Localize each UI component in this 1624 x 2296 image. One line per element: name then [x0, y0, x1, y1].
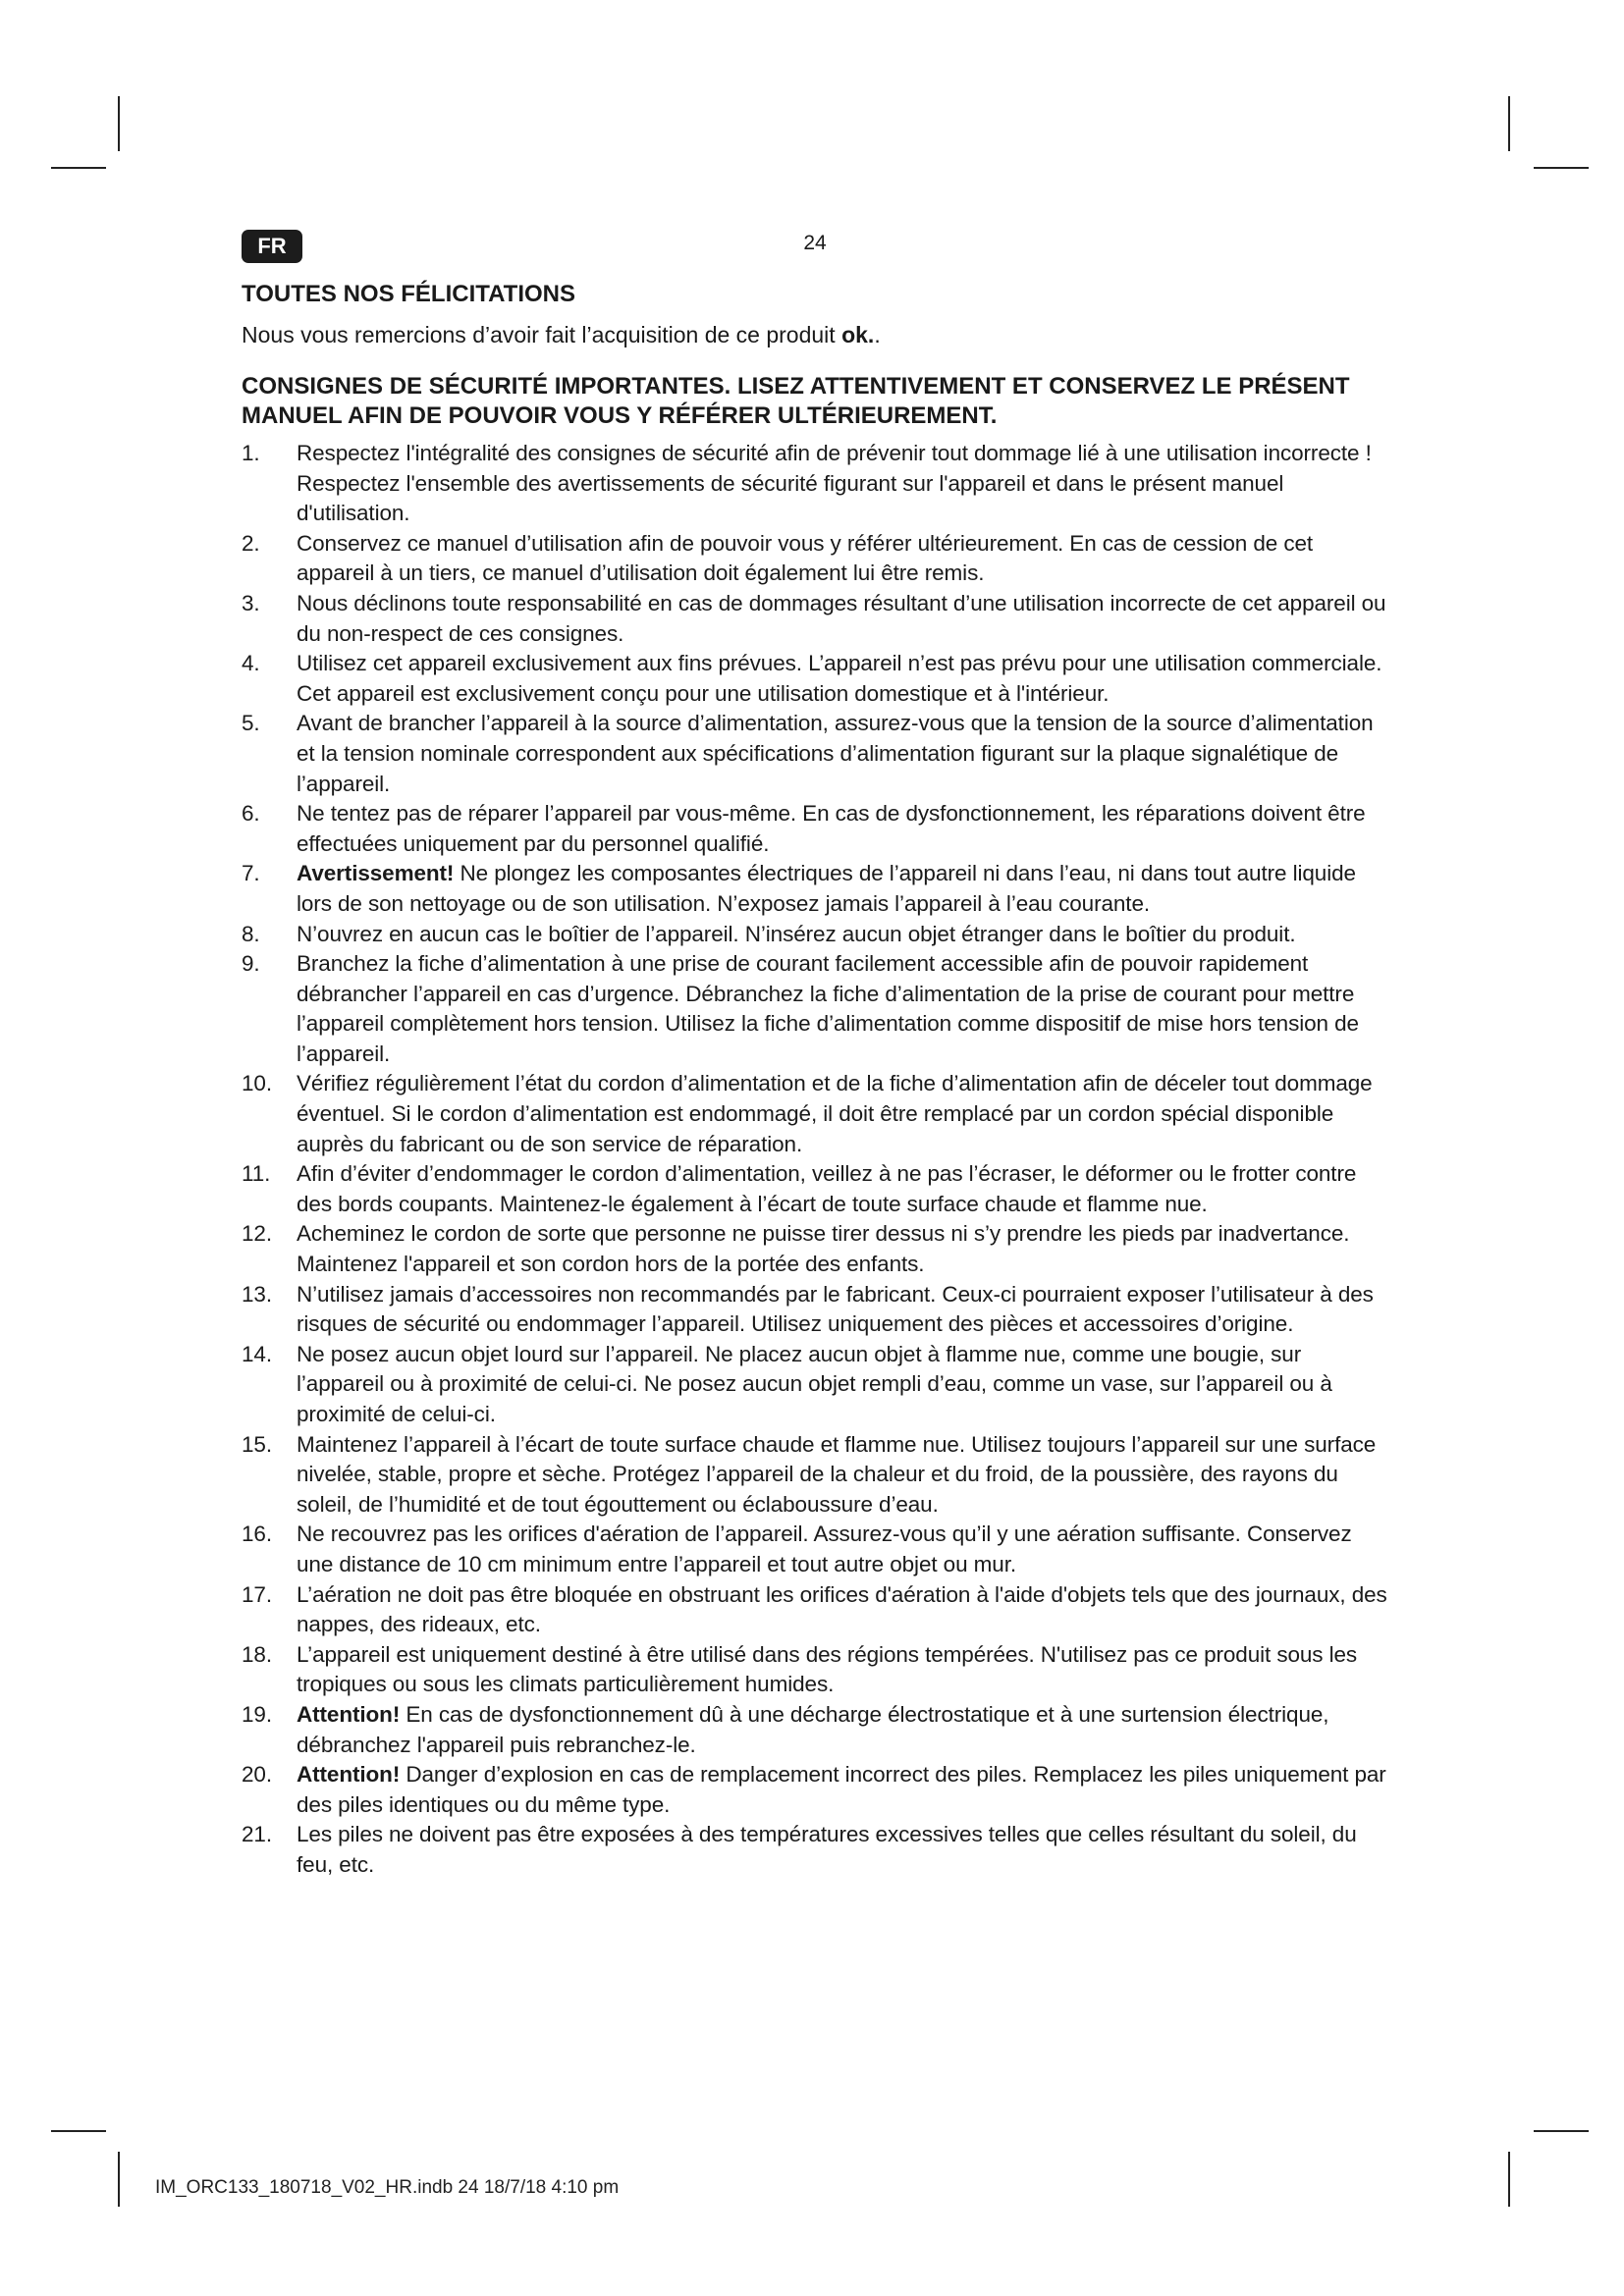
- list-item-number: 8.: [242, 921, 260, 946]
- crop-mark-bottom-left-vertical: [118, 2152, 120, 2207]
- page-number: 24: [803, 232, 827, 254]
- list-item-text: Ne posez aucun objet lourd sur l’appareil. Ne placez aucun objet à flamme nue, comme une bougie, sur l’appareil ou à proximité de celui-ci. Ne posez aucun objet rempli d’eau, comme un vase, sur l’appareil ou à proximité de celui-ci.: [297, 1341, 1332, 1426]
- list-item-text: Danger d’explosion en cas de remplacement incorrect des piles. Remplacez les piles uniquement par des piles identiques ou du même type.: [297, 1762, 1386, 1817]
- list-item: [242, 1219, 1390, 1279]
- list-item-number: 19.: [242, 1701, 272, 1727]
- list-item: [242, 1760, 1390, 1820]
- list-item-text: Afin d’éviter d’endommager le cordon d’alimentation, veillez à ne pas l’écraser, le déformer ou le frotter contre des bords coupants. Maintenez-le également à l’écart de toute surface chaude et flamme nue.: [297, 1161, 1357, 1216]
- list-item: [242, 529, 1390, 589]
- crop-mark-bottom-right-horizontal: [1534, 2130, 1589, 2132]
- list-item-text: Branchez la fiche d’alimentation à une prise de courant facilement accessible afin de pouvoir rapidement débrancher l’appareil en cas d’urgence. Débranchez la fiche d’alimentation de la prise de courant pour mettre l’appareil complètement hors tension. Utilisez la fiche d’alimentation comme dispositif de mise hors tension de l’appareil.: [297, 951, 1359, 1066]
- list-item-warning-label: Attention!: [297, 1701, 401, 1727]
- language-badge: FR: [242, 230, 302, 263]
- safety-heading: CONSIGNES DE SÉCURITÉ IMPORTANTES. LISEZ ATTENTIVEMENT ET CONSERVEZ LE PRÉSENT MANUEL AFIN DE POUVOIR VOUS Y RÉFÉRER ULTÉRIEUREMENT.: [242, 373, 1350, 429]
- crop-mark-top-left-vertical: [118, 96, 120, 151]
- list-item-text: Conservez ce manuel d’utilisation afin de pouvoir vous y référer ultérieurement. En cas de cession de cet appareil à un tiers, ce manuel d’utilisation doit également lui être remis.: [297, 530, 1314, 586]
- crop-mark-bottom-right-vertical: [1508, 2152, 1510, 2207]
- list-item-text: Ne plongez les composantes électriques de l’appareil ni dans l’eau, ni dans tout autre liquide lors de son nettoyage ou de son utilisation. N’exposez jamais l’appareil à l’eau courante.: [297, 861, 1356, 916]
- list-item: [242, 1280, 1390, 1340]
- list-item-text: L’aération ne doit pas être bloquée en obstruant les orifices d'aération à l'aide d'objets tels que des journaux, des nappes, des rideaux, etc.: [297, 1581, 1387, 1637]
- list-item-text: En cas de dysfonctionnement dû à une décharge électrostatique et à une surtension électrique, débranchez l'appareil puis rebranchez-le.: [297, 1701, 1329, 1757]
- list-item-text: N’ouvrez en aucun cas le boîtier de l’appareil. N’insérez aucun objet étranger dans le boîtier du produit.: [297, 921, 1296, 946]
- list-item-number: 12.: [242, 1221, 272, 1247]
- list-item-text: Vérifiez régulièrement l’état du cordon d’alimentation et de la fiche d’alimentation afin de déceler tout dommage éventuel. Si le cordon d’alimentation est endommagé, il doit être remplacé par un cordon spécial disponible auprès du fabricant ou de son service de réparation.: [297, 1071, 1373, 1156]
- list-item-text: Acheminez le cordon de sorte que personne ne puisse tirer dessus ni s’y prendre les pieds par inadvertance. Maintenez l'appareil et son cordon hors de la portée des enfants.: [297, 1221, 1350, 1277]
- list-item-number: 17.: [242, 1581, 272, 1607]
- list-item: [242, 709, 1390, 799]
- list-item-warning-label: Avertissement!: [297, 861, 455, 886]
- list-item-number: 21.: [242, 1822, 272, 1847]
- list-item-number: 9.: [242, 951, 260, 977]
- list-item: [242, 1820, 1390, 1880]
- list-item-text: Maintenez l’appareil à l’écart de toute surface chaude et flamme nue. Utilisez toujours l’appareil sur une surface nivelée, stable, propre et sèche. Protégez l’appareil de la chaleur et du froid, de la poussière, des rayons du soleil, de l’humidité et de tout égouttement ou éclaboussure d’eau.: [297, 1431, 1377, 1517]
- list-item-number: 13.: [242, 1281, 272, 1307]
- intro-end: .: [874, 322, 881, 347]
- list-item-number: 14.: [242, 1341, 272, 1366]
- list-item: [242, 799, 1390, 859]
- list-item-text: Les piles ne doivent pas être exposées à des températures excessives telles que celles résultant du soleil, du feu, etc.: [297, 1822, 1357, 1877]
- list-item: [242, 649, 1390, 709]
- list-item: [242, 1430, 1390, 1521]
- list-item-text: Nous déclinons toute responsabilité en cas de dommages résultant d’une utilisation incorrecte de cet appareil ou du non-respect de ces consignes.: [297, 590, 1386, 646]
- list-item: [242, 1340, 1390, 1430]
- list-item-text: Ne tentez pas de réparer l’appareil par vous-même. En cas de dysfonctionnement, les réparations doivent être effectuées uniquement par du personnel qualifié.: [297, 801, 1366, 856]
- document-body: [242, 279, 1390, 1881]
- list-item: [242, 1580, 1390, 1640]
- list-item: [242, 1159, 1390, 1219]
- list-item-number: 7.: [242, 861, 260, 886]
- list-item: [242, 439, 1390, 529]
- list-item: [242, 1640, 1390, 1700]
- list-item-text: N’utilisez jamais d’accessoires non recommandés par le fabricant. Ceux-ci pourraient exposer l’utilisateur à des risques de sécurité ou endommager l’appareil. Utilisez uniquement des pièces et accessoires d’origine.: [297, 1281, 1374, 1337]
- list-item-text: Utilisez cet appareil exclusivement aux fins prévues. L’appareil n’est pas prévu pour une utilisation commerciale. Cet appareil est exclusivement conçu pour une utilisation domestique et à l'intérieur.: [297, 651, 1382, 706]
- list-item-number: 16.: [242, 1522, 272, 1547]
- list-item: [242, 589, 1390, 649]
- intro-text: Nous vous remercions d’avoir fait l’acquisition de ce produit: [242, 322, 842, 347]
- list-item-number: 11.: [242, 1161, 271, 1187]
- crop-mark-top-left-horizontal: [51, 167, 106, 169]
- safety-instructions-list: [242, 439, 1390, 1881]
- list-item-warning-label: Attention!: [297, 1762, 401, 1788]
- page-heading: TOUTES NOS FÉLICITATIONS: [242, 281, 576, 307]
- list-item-number: 6.: [242, 801, 260, 827]
- crop-mark-bottom-left-horizontal: [51, 2130, 106, 2132]
- list-item-number: 3.: [242, 590, 260, 615]
- list-item: [242, 949, 1390, 1069]
- list-item-text: Ne recouvrez pas les orifices d'aération de l’appareil. Assurez-vous qu’il y une aération suffisante. Conservez une distance de 10 cm minimum entre l’appareil et tout autre objet ou mur.: [297, 1522, 1352, 1576]
- list-item: [242, 859, 1390, 919]
- list-item-number: 18.: [242, 1641, 272, 1667]
- list-item-text: L’appareil est uniquement destiné à être utilisé dans des régions tempérées. N'utilisez pas ce produit sous les tropiques ou sous les climats particulièrement humides.: [297, 1641, 1358, 1697]
- list-item-number: 4.: [242, 651, 260, 676]
- list-item: [242, 920, 1390, 950]
- list-item-number: 2.: [242, 530, 260, 556]
- list-item-number: 10.: [242, 1071, 272, 1096]
- list-item-text: Avant de brancher l’appareil à la source d’alimentation, assurez-vous que la tension de la source d’alimentation et la tension nominale correspondent aux spécifications d’alimentation figurant sur la plaque signalétique de l’appareil.: [297, 711, 1374, 796]
- list-item-number: 5.: [242, 711, 260, 736]
- brand-name: ok.: [841, 322, 875, 347]
- intro-paragraph: [242, 320, 1390, 350]
- list-item-number: 1.: [242, 441, 260, 465]
- list-item: [242, 1520, 1390, 1579]
- crop-mark-top-right-horizontal: [1534, 167, 1589, 169]
- list-item: [242, 1700, 1390, 1760]
- list-item: [242, 1069, 1390, 1159]
- list-item-number: 15.: [242, 1431, 272, 1457]
- list-item-number: 20.: [242, 1762, 272, 1788]
- footer-file-slug: IM_ORC133_180718_V02_HR.indb 24 18/7/18 4:10 pm: [155, 2177, 620, 2198]
- list-item-text: Respectez l'intégralité des consignes de sécurité afin de prévenir tout dommage lié à une utilisation incorrecte ! Respectez l'ensemble des avertissements de sécurité figurant sur l'appareil et dans le présent manuel d'utilisation.: [297, 441, 1372, 526]
- crop-mark-top-right-vertical: [1508, 96, 1510, 151]
